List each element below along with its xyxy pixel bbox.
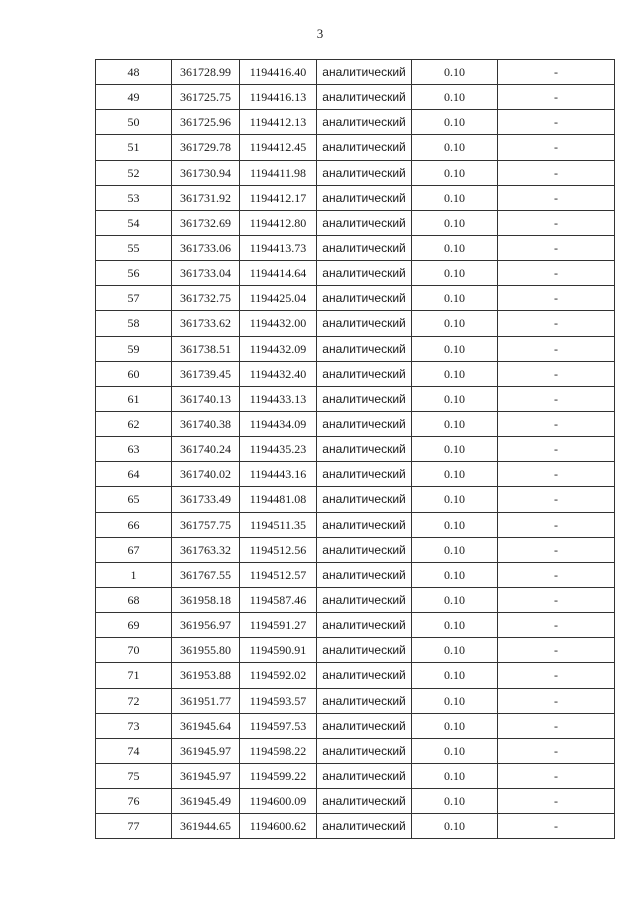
method-cell: аналитический xyxy=(317,210,412,235)
method-cell: аналитический xyxy=(317,386,412,411)
point-number-cell: 56 xyxy=(96,261,172,286)
x-coordinate-cell: 361945.64 xyxy=(172,713,240,738)
x-coordinate-cell: 361733.04 xyxy=(172,261,240,286)
y-coordinate-cell: 1194587.46 xyxy=(240,587,317,612)
description-cell: - xyxy=(498,462,615,487)
y-coordinate-cell: 1194412.45 xyxy=(240,135,317,160)
description-cell: - xyxy=(498,613,615,638)
method-cell: аналитический xyxy=(317,789,412,814)
table-row xyxy=(96,638,615,663)
x-coordinate-cell: 361739.45 xyxy=(172,361,240,386)
x-coordinate-cell: 361738.51 xyxy=(172,336,240,361)
point-number-cell: 64 xyxy=(96,462,172,487)
accuracy-cell: 0.10 xyxy=(412,738,498,763)
accuracy-cell: 0.10 xyxy=(412,613,498,638)
table-row xyxy=(96,185,615,210)
point-number-cell: 48 xyxy=(96,60,172,85)
description-cell: - xyxy=(498,185,615,210)
table-row xyxy=(96,814,615,839)
method-cell: аналитический xyxy=(317,336,412,361)
description-cell: - xyxy=(498,235,615,260)
coordinates-table xyxy=(95,59,615,839)
description-cell: - xyxy=(498,562,615,587)
point-number-cell: 61 xyxy=(96,386,172,411)
y-coordinate-cell: 1194432.09 xyxy=(240,336,317,361)
y-coordinate-cell: 1194443.16 xyxy=(240,462,317,487)
method-cell: аналитический xyxy=(317,311,412,336)
method-cell: аналитический xyxy=(317,562,412,587)
accuracy-cell: 0.10 xyxy=(412,185,498,210)
y-coordinate-cell: 1194434.09 xyxy=(240,411,317,436)
method-cell: аналитический xyxy=(317,638,412,663)
y-coordinate-cell: 1194592.02 xyxy=(240,663,317,688)
table-row xyxy=(96,663,615,688)
x-coordinate-cell: 361740.13 xyxy=(172,386,240,411)
description-cell: - xyxy=(498,763,615,788)
table-row xyxy=(96,763,615,788)
x-coordinate-cell: 361953.88 xyxy=(172,663,240,688)
point-number-cell: 70 xyxy=(96,638,172,663)
description-cell: - xyxy=(498,386,615,411)
table-row xyxy=(96,386,615,411)
table-row xyxy=(96,688,615,713)
description-cell: - xyxy=(498,286,615,311)
table-row xyxy=(96,235,615,260)
accuracy-cell: 0.10 xyxy=(412,638,498,663)
y-coordinate-cell: 1194412.17 xyxy=(240,185,317,210)
description-cell: - xyxy=(498,60,615,85)
description-cell: - xyxy=(498,160,615,185)
table-row xyxy=(96,361,615,386)
method-cell: аналитический xyxy=(317,261,412,286)
point-number-cell: 68 xyxy=(96,587,172,612)
table-row xyxy=(96,487,615,512)
method-cell: аналитический xyxy=(317,462,412,487)
table-row xyxy=(96,462,615,487)
point-number-cell: 74 xyxy=(96,738,172,763)
accuracy-cell: 0.10 xyxy=(412,462,498,487)
point-number-cell: 72 xyxy=(96,688,172,713)
x-coordinate-cell: 361731.92 xyxy=(172,185,240,210)
accuracy-cell: 0.10 xyxy=(412,537,498,562)
description-cell: - xyxy=(498,537,615,562)
description-cell: - xyxy=(498,688,615,713)
method-cell: аналитический xyxy=(317,60,412,85)
method-cell: аналитический xyxy=(317,160,412,185)
description-cell: - xyxy=(498,487,615,512)
table-row xyxy=(96,286,615,311)
description-cell: - xyxy=(498,738,615,763)
x-coordinate-cell: 361732.75 xyxy=(172,286,240,311)
accuracy-cell: 0.10 xyxy=(412,437,498,462)
point-number-cell: 60 xyxy=(96,361,172,386)
x-coordinate-cell: 361740.24 xyxy=(172,437,240,462)
description-cell: - xyxy=(498,336,615,361)
accuracy-cell: 0.10 xyxy=(412,135,498,160)
accuracy-cell: 0.10 xyxy=(412,160,498,185)
table-row xyxy=(96,210,615,235)
y-coordinate-cell: 1194591.27 xyxy=(240,613,317,638)
description-cell: - xyxy=(498,210,615,235)
y-coordinate-cell: 1194416.40 xyxy=(240,60,317,85)
table-row xyxy=(96,613,615,638)
coordinates-table-body xyxy=(96,60,615,839)
x-coordinate-cell: 361958.18 xyxy=(172,587,240,612)
y-coordinate-cell: 1194512.56 xyxy=(240,537,317,562)
point-number-cell: 57 xyxy=(96,286,172,311)
x-coordinate-cell: 361945.97 xyxy=(172,738,240,763)
description-cell: - xyxy=(498,587,615,612)
accuracy-cell: 0.10 xyxy=(412,311,498,336)
y-coordinate-cell: 1194411.98 xyxy=(240,160,317,185)
y-coordinate-cell: 1194512.57 xyxy=(240,562,317,587)
accuracy-cell: 0.10 xyxy=(412,361,498,386)
x-coordinate-cell: 361757.75 xyxy=(172,512,240,537)
point-number-cell: 63 xyxy=(96,437,172,462)
accuracy-cell: 0.10 xyxy=(412,235,498,260)
accuracy-cell: 0.10 xyxy=(412,814,498,839)
point-number-cell: 50 xyxy=(96,110,172,135)
accuracy-cell: 0.10 xyxy=(412,763,498,788)
table-row xyxy=(96,437,615,462)
method-cell: аналитический xyxy=(317,361,412,386)
x-coordinate-cell: 361730.94 xyxy=(172,160,240,185)
x-coordinate-cell: 361725.96 xyxy=(172,110,240,135)
point-number-cell: 55 xyxy=(96,235,172,260)
point-number-cell: 77 xyxy=(96,814,172,839)
method-cell: аналитический xyxy=(317,663,412,688)
y-coordinate-cell: 1194590.91 xyxy=(240,638,317,663)
point-number-cell: 73 xyxy=(96,713,172,738)
description-cell: - xyxy=(498,135,615,160)
accuracy-cell: 0.10 xyxy=(412,210,498,235)
point-number-cell: 49 xyxy=(96,85,172,110)
method-cell: аналитический xyxy=(317,814,412,839)
accuracy-cell: 0.10 xyxy=(412,713,498,738)
x-coordinate-cell: 361945.49 xyxy=(172,789,240,814)
point-number-cell: 51 xyxy=(96,135,172,160)
description-cell: - xyxy=(498,638,615,663)
method-cell: аналитический xyxy=(317,613,412,638)
description-cell: - xyxy=(498,512,615,537)
method-cell: аналитический xyxy=(317,763,412,788)
description-cell: - xyxy=(498,789,615,814)
table-row xyxy=(96,160,615,185)
x-coordinate-cell: 361740.02 xyxy=(172,462,240,487)
y-coordinate-cell: 1194412.13 xyxy=(240,110,317,135)
table-row xyxy=(96,713,615,738)
x-coordinate-cell: 361725.75 xyxy=(172,85,240,110)
table-row xyxy=(96,562,615,587)
method-cell: аналитический xyxy=(317,286,412,311)
accuracy-cell: 0.10 xyxy=(412,110,498,135)
x-coordinate-cell: 361951.77 xyxy=(172,688,240,713)
method-cell: аналитический xyxy=(317,411,412,436)
table-row xyxy=(96,85,615,110)
y-coordinate-cell: 1194597.53 xyxy=(240,713,317,738)
point-number-cell: 1 xyxy=(96,562,172,587)
y-coordinate-cell: 1194593.57 xyxy=(240,688,317,713)
table-row xyxy=(96,311,615,336)
method-cell: аналитический xyxy=(317,487,412,512)
accuracy-cell: 0.10 xyxy=(412,286,498,311)
point-number-cell: 54 xyxy=(96,210,172,235)
accuracy-cell: 0.10 xyxy=(412,688,498,713)
accuracy-cell: 0.10 xyxy=(412,512,498,537)
x-coordinate-cell: 361733.06 xyxy=(172,235,240,260)
point-number-cell: 67 xyxy=(96,537,172,562)
description-cell: - xyxy=(498,85,615,110)
y-coordinate-cell: 1194425.04 xyxy=(240,286,317,311)
point-number-cell: 75 xyxy=(96,763,172,788)
table-row xyxy=(96,411,615,436)
method-cell: аналитический xyxy=(317,185,412,210)
accuracy-cell: 0.10 xyxy=(412,60,498,85)
description-cell: - xyxy=(498,361,615,386)
point-number-cell: 66 xyxy=(96,512,172,537)
point-number-cell: 69 xyxy=(96,613,172,638)
accuracy-cell: 0.10 xyxy=(412,663,498,688)
method-cell: аналитический xyxy=(317,110,412,135)
description-cell: - xyxy=(498,110,615,135)
method-cell: аналитический xyxy=(317,688,412,713)
method-cell: аналитический xyxy=(317,537,412,562)
point-number-cell: 52 xyxy=(96,160,172,185)
description-cell: - xyxy=(498,437,615,462)
point-number-cell: 65 xyxy=(96,487,172,512)
method-cell: аналитический xyxy=(317,738,412,763)
point-number-cell: 53 xyxy=(96,185,172,210)
accuracy-cell: 0.10 xyxy=(412,789,498,814)
method-cell: аналитический xyxy=(317,587,412,612)
method-cell: аналитический xyxy=(317,713,412,738)
y-coordinate-cell: 1194416.13 xyxy=(240,85,317,110)
y-coordinate-cell: 1194481.08 xyxy=(240,487,317,512)
point-number-cell: 58 xyxy=(96,311,172,336)
accuracy-cell: 0.10 xyxy=(412,336,498,361)
y-coordinate-cell: 1194599.22 xyxy=(240,763,317,788)
description-cell: - xyxy=(498,261,615,286)
table-row xyxy=(96,60,615,85)
x-coordinate-cell: 361733.49 xyxy=(172,487,240,512)
accuracy-cell: 0.10 xyxy=(412,85,498,110)
x-coordinate-cell: 361767.55 xyxy=(172,562,240,587)
description-cell: - xyxy=(498,663,615,688)
table-row xyxy=(96,110,615,135)
y-coordinate-cell: 1194435.23 xyxy=(240,437,317,462)
table-row xyxy=(96,512,615,537)
page-number: 3 xyxy=(316,26,324,41)
table-row xyxy=(96,261,615,286)
x-coordinate-cell: 361729.78 xyxy=(172,135,240,160)
method-cell: аналитический xyxy=(317,437,412,462)
y-coordinate-cell: 1194600.62 xyxy=(240,814,317,839)
point-number-cell: 59 xyxy=(96,336,172,361)
point-number-cell: 76 xyxy=(96,789,172,814)
x-coordinate-cell: 361740.38 xyxy=(172,411,240,436)
x-coordinate-cell: 361733.62 xyxy=(172,311,240,336)
accuracy-cell: 0.10 xyxy=(412,587,498,612)
accuracy-cell: 0.10 xyxy=(412,411,498,436)
method-cell: аналитический xyxy=(317,235,412,260)
y-coordinate-cell: 1194432.40 xyxy=(240,361,317,386)
table-row xyxy=(96,135,615,160)
accuracy-cell: 0.10 xyxy=(412,261,498,286)
description-cell: - xyxy=(498,814,615,839)
method-cell: аналитический xyxy=(317,512,412,537)
y-coordinate-cell: 1194600.09 xyxy=(240,789,317,814)
y-coordinate-cell: 1194414.64 xyxy=(240,261,317,286)
table-row xyxy=(96,789,615,814)
method-cell: аналитический xyxy=(317,135,412,160)
accuracy-cell: 0.10 xyxy=(412,487,498,512)
table-row xyxy=(96,336,615,361)
table-row xyxy=(96,587,615,612)
x-coordinate-cell: 361945.97 xyxy=(172,763,240,788)
point-number-cell: 62 xyxy=(96,411,172,436)
x-coordinate-cell: 361955.80 xyxy=(172,638,240,663)
y-coordinate-cell: 1194413.73 xyxy=(240,235,317,260)
y-coordinate-cell: 1194511.35 xyxy=(240,512,317,537)
table-row xyxy=(96,537,615,562)
table-row xyxy=(96,738,615,763)
point-number-cell: 71 xyxy=(96,663,172,688)
y-coordinate-cell: 1194433.13 xyxy=(240,386,317,411)
accuracy-cell: 0.10 xyxy=(412,562,498,587)
description-cell: - xyxy=(498,713,615,738)
accuracy-cell: 0.10 xyxy=(412,386,498,411)
y-coordinate-cell: 1194432.00 xyxy=(240,311,317,336)
description-cell: - xyxy=(498,311,615,336)
x-coordinate-cell: 361763.32 xyxy=(172,537,240,562)
y-coordinate-cell: 1194412.80 xyxy=(240,210,317,235)
x-coordinate-cell: 361956.97 xyxy=(172,613,240,638)
x-coordinate-cell: 361944.65 xyxy=(172,814,240,839)
method-cell: аналитический xyxy=(317,85,412,110)
x-coordinate-cell: 361732.69 xyxy=(172,210,240,235)
description-cell: - xyxy=(498,411,615,436)
y-coordinate-cell: 1194598.22 xyxy=(240,738,317,763)
x-coordinate-cell: 361728.99 xyxy=(172,60,240,85)
